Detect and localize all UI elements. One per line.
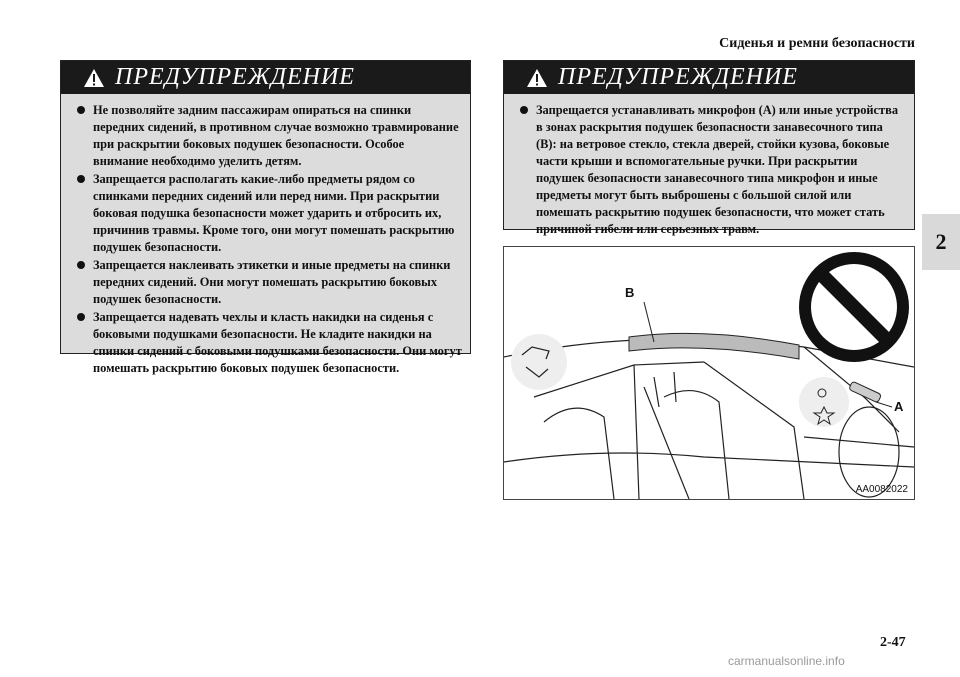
warning-header-right <box>504 61 914 94</box>
warning-list-right <box>504 94 914 247</box>
label-b: B <box>625 285 635 300</box>
warning-item: Запрещается наклеивать этикетки и иные предметы на спинки передних сидений. Они могут помешать раскрытию боковых подушек безопасности. <box>77 257 462 308</box>
warning-title-left: ПРЕДУПРЕЖДЕНИЕ <box>115 64 355 90</box>
car-interior-illustration <box>503 246 915 500</box>
figure-code: AA0082022 <box>855 484 908 495</box>
warning-triangle-icon <box>526 68 548 88</box>
warning-list-left <box>61 94 470 386</box>
warning-triangle-icon <box>83 68 105 88</box>
chapter-tab: 2 <box>922 214 960 270</box>
warning-item: Не позволяйте задним пассажирам опираться на спинки передних сидений, в противном случае возможно травмирование при раскрытии боковых подушек безопасности. Особое внимание необходимо уделить детям. <box>77 102 462 170</box>
warning-box-right <box>503 60 915 236</box>
page-header-title: Сиденья и ремни безопасности <box>719 36 915 51</box>
watermark: carmanualsonline.info <box>728 654 845 668</box>
page-number: 2-47 <box>880 635 906 650</box>
microphone-a <box>849 381 882 403</box>
prohibition-icon <box>799 252 909 362</box>
label-a: A <box>894 399 904 414</box>
warning-item: Запрещается устанавливать микрофон (A) или иные устройства в зонах раскрытия подушек безопасности занавесочного типа (B): на ветровое стекло, стекла дверей, стойки кузова, боковые части крыши и вспомогательные ручки. При раскрытии подушек безопасности занавесочного типа микрофон и иные предметы могут быть выброшены с большой силой или помешать раскрытию подушек безопасности, что может стать причиной гибели или серьезных травм. <box>520 102 906 238</box>
warning-box-left <box>60 60 471 375</box>
warning-item: Запрещается надевать чехлы и класть накидки на сиденья с боковыми подушками безопасности. Не кладите накидки на спинки сидений с боковыми подушками безопасности. Они могут помешать раскрытию боковых подушек безопасности. <box>77 309 462 377</box>
warning-title-right: ПРЕДУПРЕЖДЕНИЕ <box>558 64 798 90</box>
illustration-drawing <box>504 247 914 499</box>
curtain-airbag-b <box>629 333 799 359</box>
warning-item: Запрещается располагать какие-либо предметы рядом со спинками передних сидений или перед ними. При раскрытии боковая подушка безопасности может ударить и отбросить их, причинив травмы. Кроме того, они могут помешать раскрытию подушек безопасности. <box>77 171 462 256</box>
warning-header-left <box>61 61 470 94</box>
